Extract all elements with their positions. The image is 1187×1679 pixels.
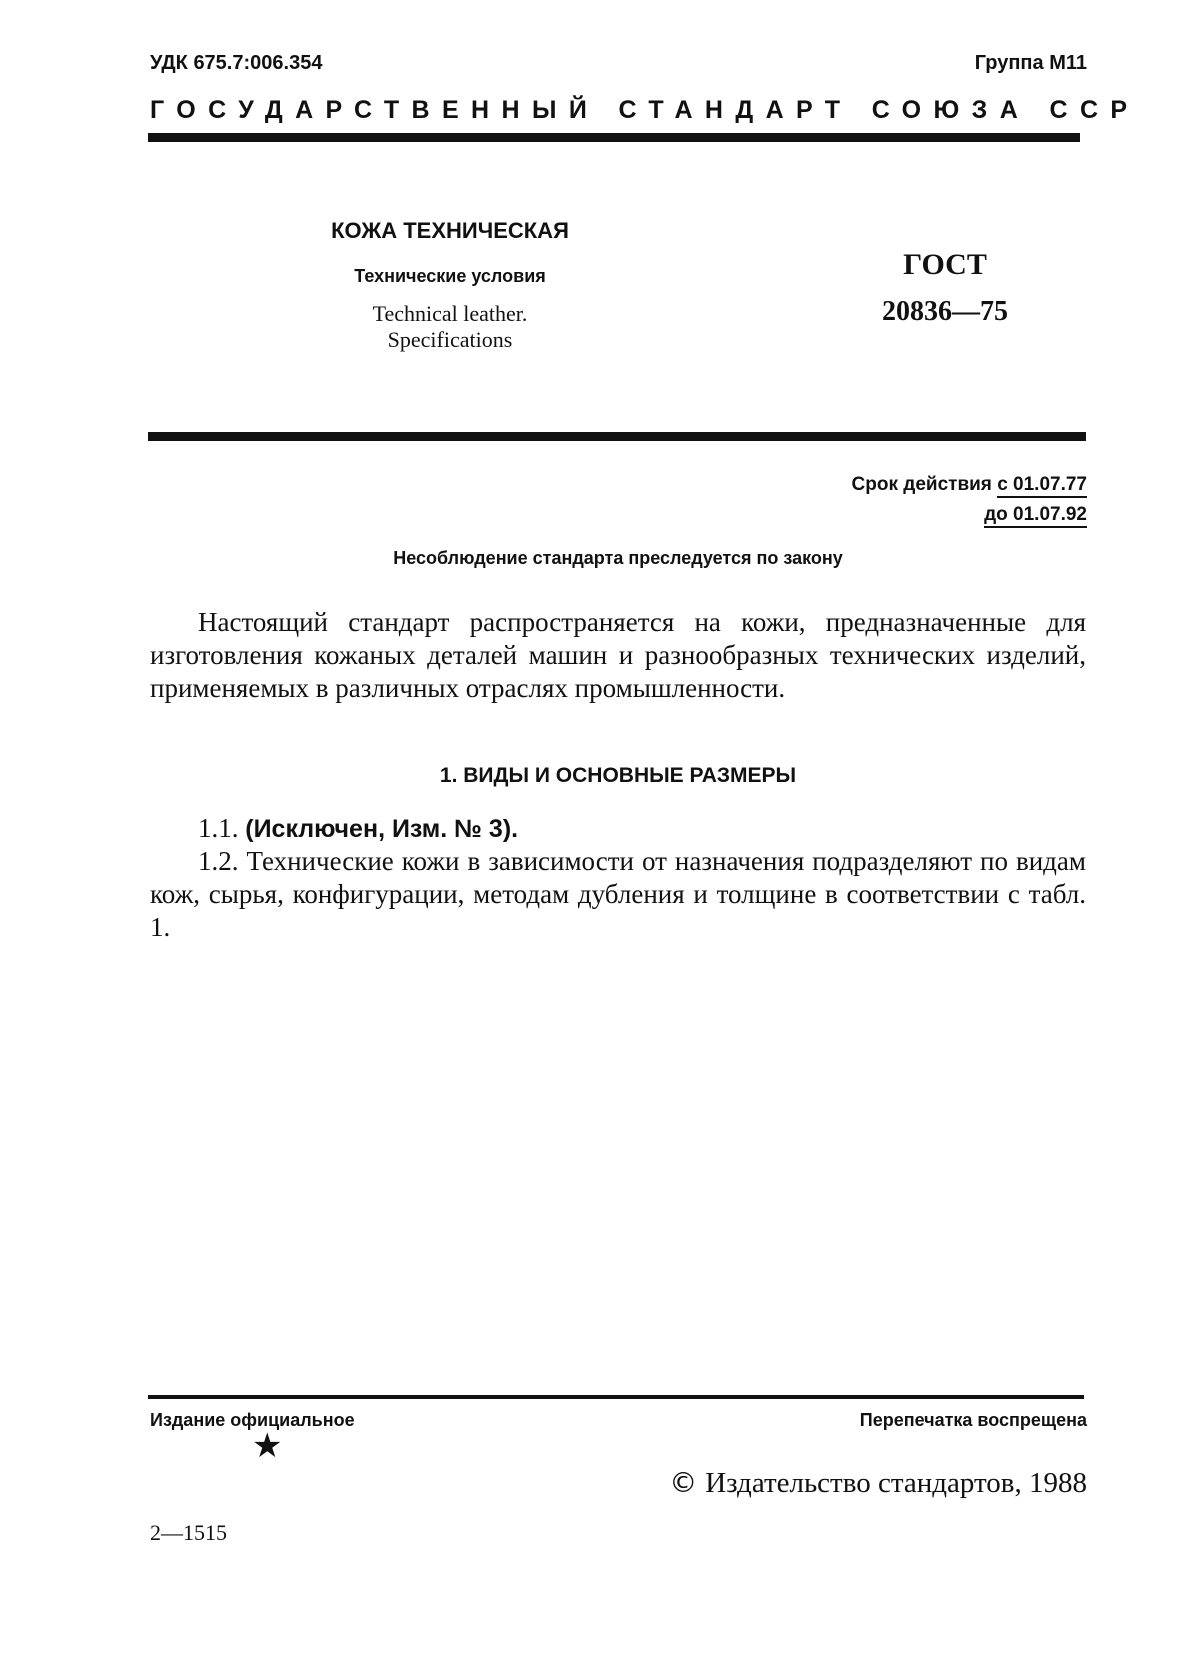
- udk-code: УДК 675.7:006.354: [150, 52, 323, 74]
- reprint-prohibited-label: Перепечатка воспрещена: [859, 1410, 1087, 1430]
- validity-from-date: с 01.07.77: [997, 474, 1087, 498]
- validity-label: Срок действия: [851, 474, 992, 495]
- clause-1-1-number: 1.1.: [198, 813, 239, 843]
- bottom-divider: [148, 1395, 1084, 1399]
- law-notice: Несоблюдение стандарта преследуется по закону: [393, 548, 843, 568]
- english-title: [300, 301, 600, 353]
- clause-1-1: [150, 812, 1086, 846]
- clause-1-2: 1.2. Технические кожи в зависимости от назначения подразделяют по видам кож, сырья, конфигурации, методам дубления и толщине в соответствии с табл. 1.: [150, 846, 1086, 942]
- clause-1-1-text: (Исключен, Изм. № 3).: [245, 815, 519, 843]
- validity-to-date: до 01.07.92: [984, 504, 1087, 528]
- copyright-icon: ©: [669, 1466, 698, 1499]
- validity-period: [852, 470, 1087, 530]
- gost-number: 20836—75: [882, 296, 1008, 327]
- english-title-line-1: Technical leather.: [372, 301, 528, 326]
- copyright-line: [669, 1466, 1087, 1500]
- title-block: [300, 218, 600, 353]
- english-title-line-2: Specifications: [387, 327, 513, 352]
- official-edition-label: Издание официальное: [150, 1410, 355, 1430]
- gost-block: [860, 248, 1030, 328]
- top-divider: [148, 133, 1080, 142]
- copyright-text: Издательство стандартов, 1988: [705, 1467, 1087, 1499]
- group-code: Группа М11: [974, 52, 1087, 74]
- print-code: 2—1515: [150, 1520, 227, 1545]
- gost-label: ГОСТ: [903, 248, 987, 281]
- star-icon: ★: [252, 1428, 283, 1465]
- document-title: КОЖА ТЕХНИЧЕСКАЯ: [331, 218, 569, 243]
- state-standard-heading: ГОСУДАРСТВЕННЫЙ СТАНДАРТ СОЮЗА ССР: [150, 96, 1140, 124]
- section-heading: 1. ВИДЫ И ОСНОВНЫЕ РАЗМЕРЫ: [439, 764, 797, 787]
- intro-paragraph: Настоящий стандарт распространяется на кожи, предназначенные для изготовления кожаных деталей машин и разнообразных технических изделий, применяемых в различных отраслях промышленности.: [150, 607, 1086, 703]
- middle-divider: [148, 432, 1086, 441]
- document-subtitle: Технические условия: [354, 266, 546, 286]
